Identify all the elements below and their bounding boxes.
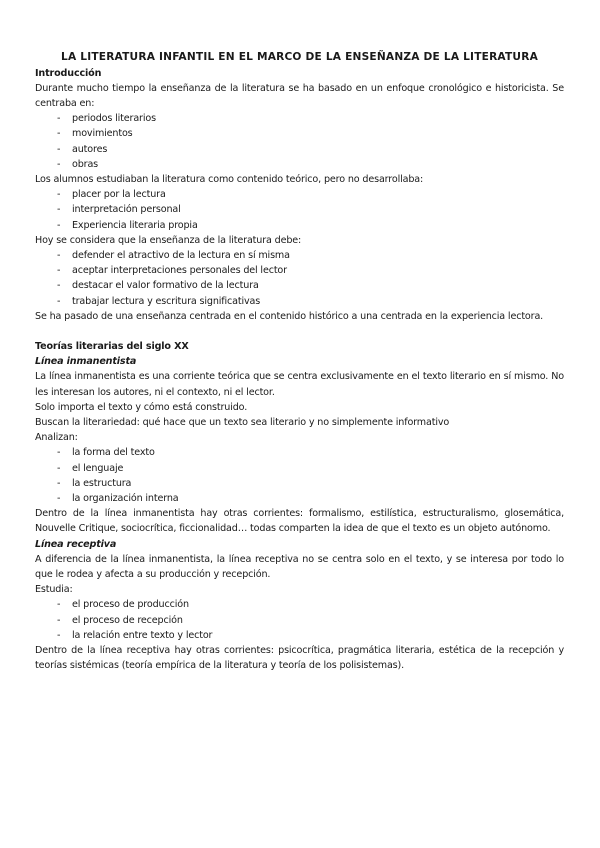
immanent-paragraph-5: Dentro de la línea inmanentista hay otras corrientes: formalismo, estilística, estructuralismo, glosemática, Nouvelle Critique, sociocrítica, ficcionalidad… todas comparten la idea de que el texto es un objeto autónomo. [35,508,564,535]
receptive-paragraph-2: Estudia: [35,584,73,596]
intro-paragraph-4: Se ha pasado de una enseñanza centrada en el contenido histórico a una centrada en la experiencia lectora. [35,310,544,322]
receptive-list [35,597,564,643]
document-page [35,50,564,673]
immanent-list [35,445,564,506]
list-item: - obras [57,157,564,172]
list-item: - periodos literarios [57,111,564,126]
list-item: - destacar el valor formativo de la lectura [57,278,564,293]
intro-paragraph-3: Hoy se considera que la enseñanza de la literatura debe: [35,234,302,246]
list-item: - interpretación personal [57,202,564,217]
intro-heading: Introducción [35,67,102,79]
theories-heading: Teorías literarias del siglo XX [35,340,189,352]
list-item: - autores [57,142,564,157]
receptive-paragraph-1: A diferencia de la línea inmanentista, la línea receptiva no se centra solo en el texto, y se interesa por todo lo que le rodea y afecta a su producción y recepción. [35,553,564,580]
intro-paragraph-2: Los alumnos estudiaban la literatura como contenido teórico, pero no desarrollaba: [35,173,424,185]
immanent-paragraph-3: Buscan la literariedad: qué hace que un texto sea literario y no simplemente informativo [35,416,450,428]
receptive-paragraph-3: Dentro de la línea receptiva hay otras corrientes: psicocrítica, pragmática literaria, estética de la recepción y teorías sistémicas (teoría empírica de la literatura y teoría de los polisistemas). [35,645,564,672]
receptive-heading: Línea receptiva [35,538,117,550]
list-item: - aceptar interpretaciones personales del lector [57,263,564,278]
section-gap [35,324,564,339]
list-item: - el proceso de recepción [57,613,564,628]
immanent-heading: Línea inmanentista [35,356,137,368]
list-item: - la forma del texto [57,445,564,460]
immanent-paragraph-4: Analizan: [35,432,78,444]
intro-list-1 [35,111,564,172]
document-title: LA LITERATURA INFANTIL EN EL MARCO DE LA ENSEÑANZA DE LA LITERATURA [61,51,538,63]
list-item: - el lenguaje [57,461,564,476]
list-item: - la organización interna [57,491,564,506]
list-item: - movimientos [57,126,564,141]
list-item: - el proceso de producción [57,597,564,612]
list-item: - Experiencia literaria propia [57,218,564,233]
immanent-paragraph-2: Solo importa el texto y cómo está construido. [35,401,248,413]
intro-list-2 [35,187,564,233]
intro-list-3 [35,248,564,309]
list-item: - trabajar lectura y escritura significativas [57,294,564,309]
immanent-paragraph-1: La línea inmanentista es una corriente teórica que se centra exclusivamente en el texto literario en sí mismo. No les interesan los autores, ni el contexto, ni el lector. [35,371,564,398]
list-item: - la estructura [57,476,564,491]
list-item: - la relación entre texto y lector [57,628,564,643]
list-item: - defender el atractivo de la lectura en sí misma [57,248,564,263]
intro-paragraph-1: Durante mucho tiempo la enseñanza de la literatura se ha basado en un enfoque cronológico e historicista. Se centraba en: [35,82,564,109]
list-item: - placer por la lectura [57,187,564,202]
